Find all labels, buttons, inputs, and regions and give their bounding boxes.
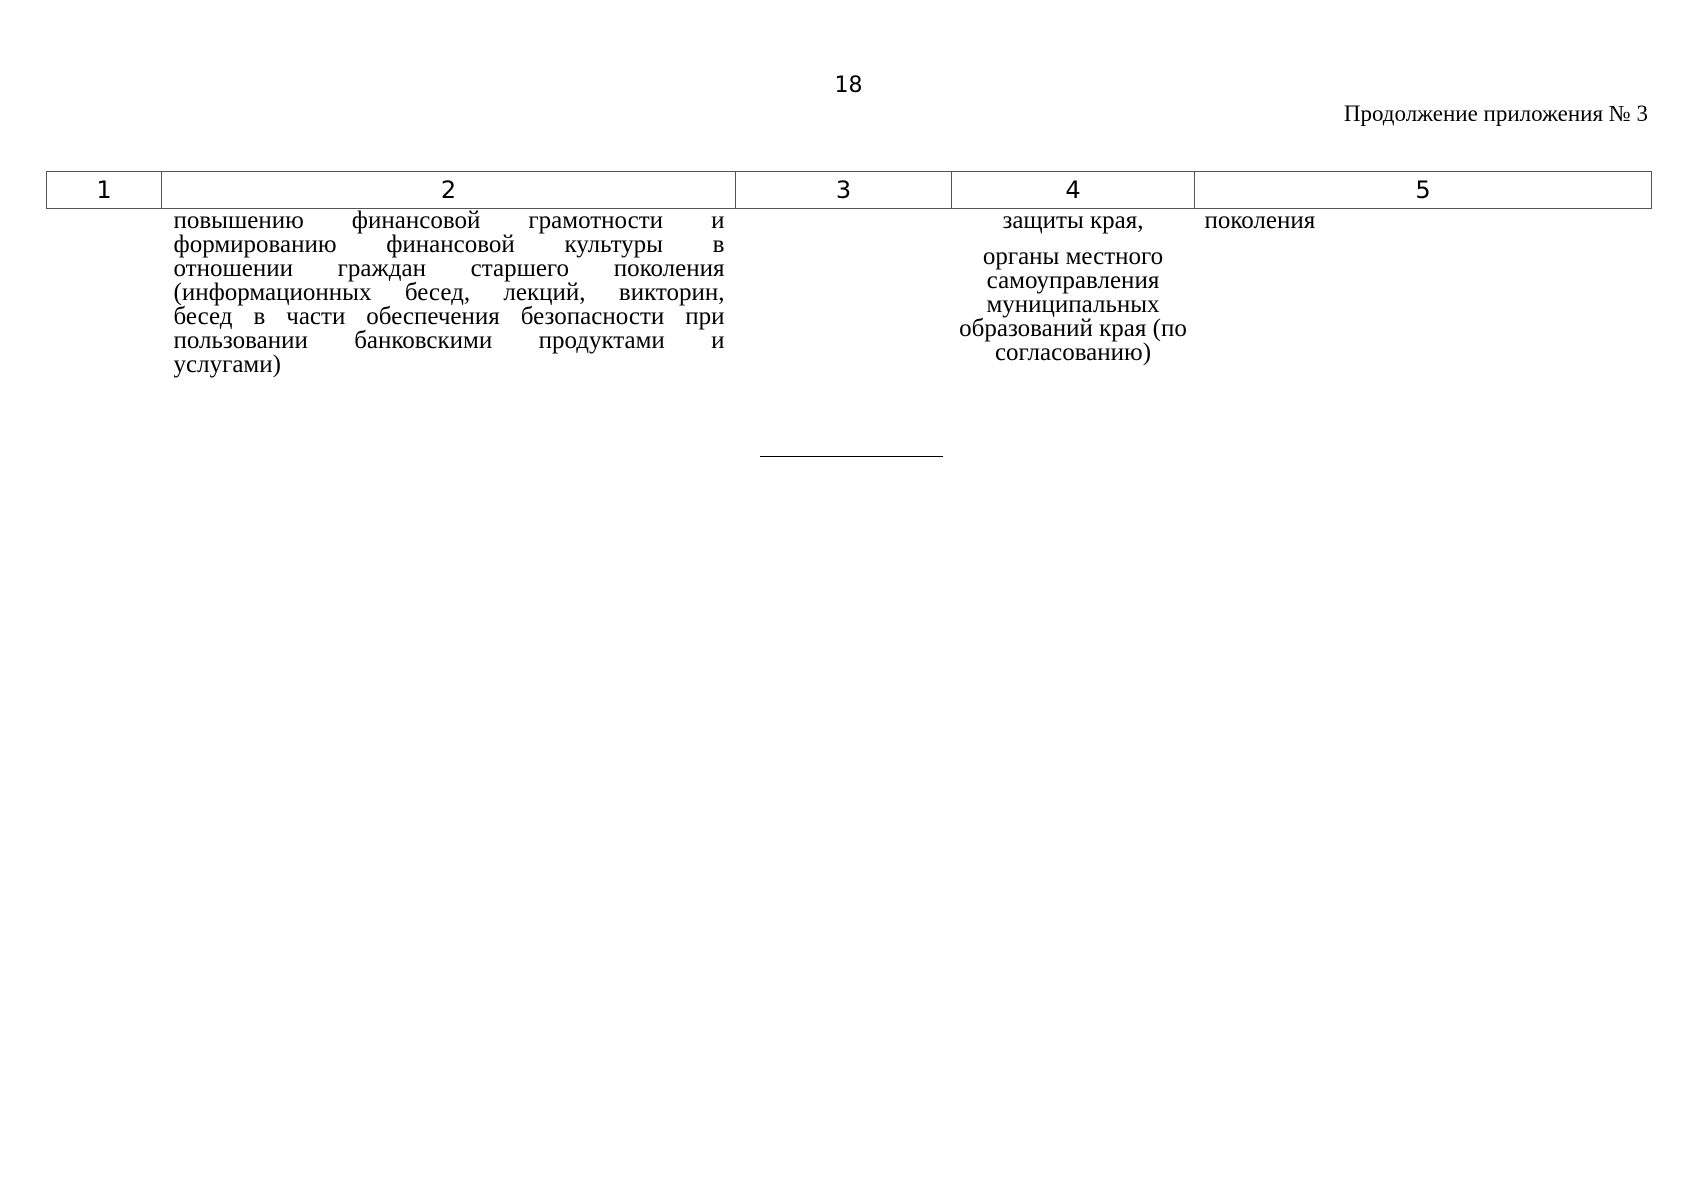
appendix-continuation-note: Продолжение приложения № 3: [1343, 101, 1648, 126]
appendix-table: [46, 171, 1652, 377]
column-header-4: 4: [952, 172, 1195, 209]
table-header-row: [47, 172, 1652, 209]
column-header-3: 3: [736, 172, 952, 209]
description-line: услугами): [173, 351, 281, 378]
cell-executors: [952, 209, 1195, 378]
executors-part-2: органы местного самоуправления муниципальных образований края (по согласованию): [959, 243, 1187, 366]
column-header-5: 5: [1195, 172, 1652, 209]
cell-col5: поколения: [1204, 207, 1316, 234]
end-of-document-line: [760, 456, 943, 457]
column-header-2: 2: [162, 172, 736, 209]
description-line: формированию финансовой культуры в: [173, 231, 725, 258]
cell-activity-description: [162, 209, 736, 378]
description-line: повышению финансовой грамотности и: [173, 207, 725, 234]
description-line: бесед в части обеспечения безопасности при: [173, 303, 725, 330]
description-line: (информационных бесед, лекций, викторин,: [173, 279, 725, 306]
description-line: отношении граждан старшего поколения: [173, 255, 725, 282]
cell-col1: [47, 209, 162, 378]
cell-col3: [736, 209, 952, 378]
executors-part-1: защиты края,: [1002, 207, 1144, 234]
column-header-1: 1: [47, 172, 162, 209]
table-row: [47, 209, 1652, 378]
page-number: 18: [834, 73, 863, 98]
description-line: пользовании банковскими продуктами и: [173, 327, 725, 354]
